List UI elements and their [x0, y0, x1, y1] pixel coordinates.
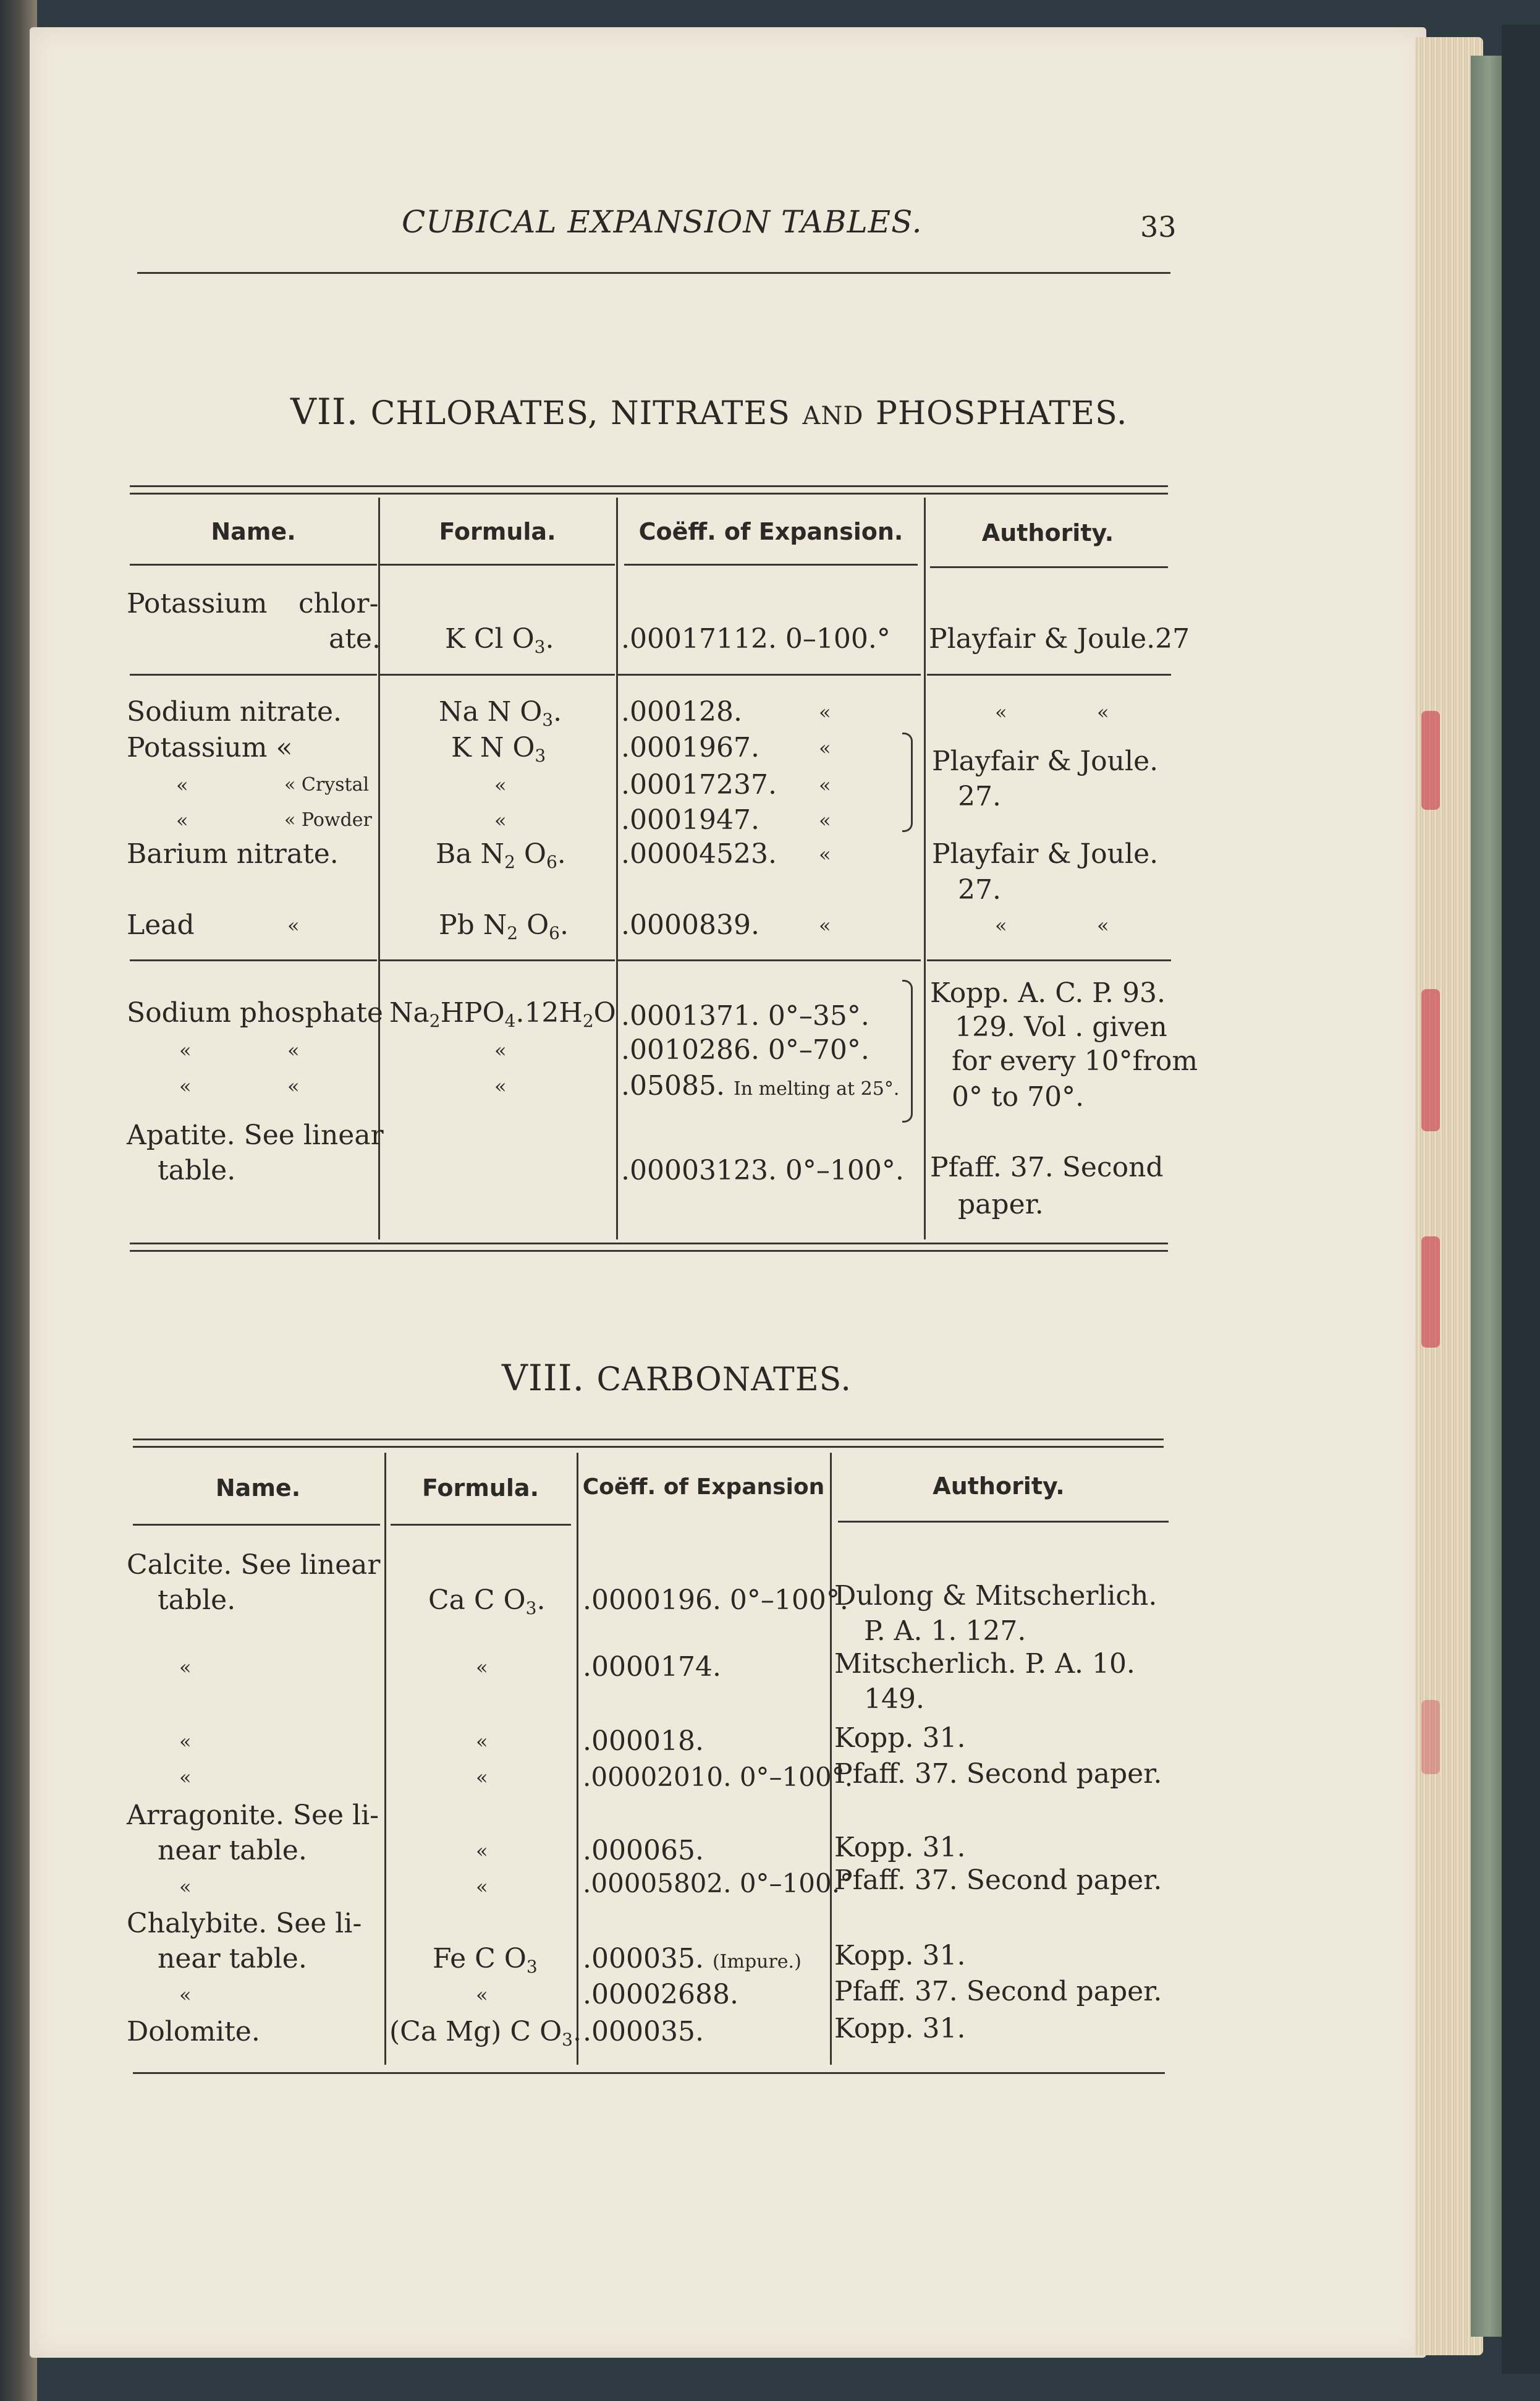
header-underline	[130, 564, 377, 566]
formula-cell: Ca C $O_3$.	[428, 1584, 546, 1618]
coeff-cell: .0000196. 0°–100°.	[583, 1584, 848, 1616]
ditto-mark: «	[476, 1875, 488, 1898]
section-word: PHOSPHATES.	[875, 395, 1128, 432]
coeff-cell	[583, 1942, 802, 1979]
coeff-cell: .0001947.	[621, 804, 759, 836]
col-header-authority: Authority.	[981, 519, 1114, 546]
authority-cell: Playfair & Joule.27	[929, 623, 1190, 655]
row-name: Chalybite. See li-	[127, 1908, 362, 1939]
table-rule	[130, 485, 1168, 487]
page-number: 33	[1140, 210, 1177, 244]
authority-cell: Playfair & Joule.	[932, 746, 1159, 777]
header-rule	[137, 272, 1170, 274]
table-rule	[133, 1438, 1164, 1440]
col-header-name: Name.	[215, 1474, 301, 1502]
ditto-mark: «	[179, 1039, 192, 1062]
table-rule	[133, 1446, 1164, 1448]
ditto-mark: «	[819, 700, 831, 724]
ditto-mark: «	[476, 1655, 488, 1679]
column-divider	[830, 1453, 832, 2065]
coeff-cell: .00005802. 0°–100.°	[583, 1868, 853, 1898]
authority-cell: Kopp. A. C. P. 93.	[930, 977, 1166, 1009]
coeff-cell: .000035.	[583, 2016, 704, 2047]
authority-cell: Pfaff. 37. Second	[930, 1152, 1164, 1183]
col-header-name: Name.	[211, 518, 296, 545]
coeff-cell: .00017112. 0–100.°	[621, 623, 891, 655]
row-name: Lead	[127, 909, 195, 941]
ditto-mark: «	[179, 1655, 192, 1679]
section-title-vii	[290, 391, 1127, 433]
coeff-note: (Impure.)	[712, 1951, 802, 1973]
row-name: « Powder	[284, 809, 372, 831]
ditto-mark: «	[494, 809, 507, 832]
row-group-rule	[618, 959, 921, 961]
formula-cell: Na N $O_3$.	[439, 696, 562, 730]
ditto-mark: «	[476, 1839, 488, 1863]
authority-cell: Kopp. 31.	[834, 2013, 966, 2044]
coeff-cell: .0000839.	[621, 909, 759, 941]
ditto-mark: «	[476, 1766, 488, 1789]
ditto-mark: «	[287, 1039, 300, 1062]
ditto-mark: «	[819, 914, 831, 937]
coeff-cell: .0001371. 0°–35°.	[621, 1000, 869, 1032]
column-divider	[924, 498, 926, 1239]
red-stain	[1421, 1236, 1440, 1348]
section-numeral: VIII.	[502, 1357, 585, 1399]
section-title-viii	[502, 1357, 852, 1399]
row-group-rule	[380, 959, 615, 961]
coeff-cell: .000018.	[583, 1725, 704, 1757]
ditto-mark: «	[819, 736, 831, 760]
ditto-mark: «	[1097, 914, 1109, 937]
formula-cell: Ba $N_2$ $O_6$.	[436, 838, 566, 872]
row-name: Barium nitrate.	[127, 838, 339, 870]
authority-cell: Dulong & Mitscherlich.	[834, 1580, 1157, 1612]
row-name: « Crystal	[284, 774, 370, 796]
authority-cell: Kopp. 31.	[834, 1722, 966, 1754]
row-name: Sodium nitrate.	[127, 696, 342, 728]
formula-cell: K N $O_3$	[451, 732, 546, 766]
authority-cell: 27.	[958, 874, 1001, 906]
authority-cell: Mitscherlich. P. A. 10.	[834, 1648, 1135, 1680]
ditto-mark: «	[494, 773, 507, 797]
col-header-formula: Formula.	[421, 1474, 539, 1502]
table-rule	[130, 493, 1168, 495]
running-title: CUBICAL EXPANSION TABLES.	[402, 204, 923, 240]
ditto-mark: «	[476, 1730, 488, 1753]
coeff-cell: .00004523.	[621, 838, 777, 870]
authority-cell: 149.	[864, 1683, 924, 1715]
formula-cell: Fe C $O_3$	[433, 1943, 538, 1977]
coeff-cell: .000065.	[583, 1835, 704, 1866]
table-rule	[133, 2072, 1165, 2074]
authority-cell: 129. Vol . given	[955, 1011, 1167, 1043]
row-group-rule	[130, 674, 377, 676]
ditto-mark: «	[494, 1074, 507, 1098]
ditto-mark: «	[1097, 700, 1109, 724]
row-name: Sodium phosphate	[127, 997, 383, 1029]
header-underline	[624, 564, 918, 566]
formula-cell: (Ca Mg) C $O_3$.	[389, 2016, 582, 2050]
grouping-brace	[902, 733, 913, 832]
col-header-formula: Formula.	[439, 518, 556, 545]
ditto-mark: «	[494, 1039, 507, 1062]
ditto-mark: «	[819, 843, 831, 866]
header-underline	[391, 1524, 571, 1526]
row-name: ate.	[329, 623, 381, 655]
coeff-cell: .0010286. 0°–70°.	[621, 1034, 869, 1066]
ditto-mark: «	[179, 1074, 192, 1098]
row-name: Dolomite.	[127, 2016, 260, 2047]
col-header-coeff: Coëff. of Expansion	[582, 1474, 825, 1500]
authority-cell: Pfaff. 37. Second paper.	[834, 1864, 1162, 1896]
column-divider	[384, 1453, 386, 2065]
red-stain	[1421, 989, 1440, 1131]
grouping-brace	[902, 980, 913, 1123]
section-numeral: VII.	[290, 391, 359, 433]
row-group-rule	[380, 674, 615, 676]
row-name: table.	[158, 1584, 236, 1616]
authority-cell: for every 10°from	[952, 1045, 1198, 1077]
ditto-mark: «	[819, 809, 831, 832]
formula-cell: $Na_2HPO_4.12H_2O$	[389, 997, 616, 1031]
ditto-mark: «	[179, 1875, 192, 1898]
coeff-cell: .000128.	[621, 696, 742, 728]
coeff-cell: .00017237.	[621, 769, 777, 801]
row-name: near table.	[158, 1835, 307, 1866]
ditto-mark: «	[819, 773, 831, 797]
row-name: chlor-	[298, 588, 379, 619]
coeff-cell	[621, 1069, 899, 1106]
header-underline	[930, 566, 1168, 568]
coeff-cell: .0001967.	[621, 732, 759, 763]
formula-cell: K Cl $O_3$.	[445, 623, 554, 657]
section-word: AND	[802, 402, 864, 430]
authority-cell: Pfaff. 37. Second paper.	[834, 1976, 1162, 2007]
authority-cell: 27.	[958, 781, 1001, 812]
col-header-authority: Authority.	[933, 1472, 1065, 1500]
ditto-mark: «	[179, 1766, 192, 1789]
authority-cell: Pfaff. 37. Second paper.	[834, 1758, 1162, 1790]
authority-cell: paper.	[958, 1189, 1044, 1220]
row-group-rule	[618, 674, 921, 676]
authority-cell: 0° to 70°.	[952, 1081, 1085, 1113]
row-group-rule	[927, 959, 1171, 961]
red-stain	[1421, 1700, 1440, 1774]
ditto-mark: «	[179, 1730, 192, 1753]
coeff-cell: .0000174.	[583, 1651, 721, 1683]
book-cover	[1502, 25, 1540, 2374]
row-name: Calcite. See linear	[127, 1549, 381, 1581]
authority-cell: Kopp. 31.	[834, 1832, 966, 1863]
coeff-cell: .00002010. 0°–100°.	[583, 1762, 853, 1792]
table-rule	[130, 1250, 1168, 1252]
row-name: near table.	[158, 1943, 307, 1974]
ditto-mark: «	[179, 1983, 192, 2007]
coeff-cell: .00003123. 0°–100°.	[621, 1155, 904, 1186]
col-header-coeff: Coëff. of Expansion.	[638, 518, 903, 545]
column-divider	[616, 498, 618, 1239]
ditto-mark: «	[287, 914, 300, 937]
ditto-mark: «	[176, 773, 188, 797]
row-group-rule	[927, 674, 1171, 676]
coeff-value: .000035.	[583, 1943, 704, 1974]
ditto-mark: «	[995, 700, 1007, 724]
row-name: table.	[158, 1155, 236, 1186]
formula-cell: Pb $N_2$ $O_6$.	[439, 909, 569, 943]
header-underline	[838, 1521, 1169, 1523]
authority-cell: Playfair & Joule.	[932, 838, 1159, 870]
ditto-mark: «	[176, 809, 188, 832]
section-word: CARBONATES.	[596, 1361, 852, 1398]
authority-cell: Kopp. 31.	[834, 1940, 966, 1971]
ditto-mark: «	[995, 914, 1007, 937]
row-name: Potassium	[127, 588, 268, 619]
row-name: Potassium «	[127, 732, 293, 763]
ditto-mark: «	[287, 1074, 300, 1098]
section-word: NITRATES	[611, 395, 790, 432]
row-name: Arragonite. See li-	[127, 1800, 379, 1831]
coeff-cell: .00002688.	[583, 1979, 738, 2010]
section-word: CHLORATES,	[370, 395, 599, 432]
ditto-mark: «	[476, 1983, 488, 2007]
header-underline	[380, 564, 615, 566]
authority-cell: P. A. 1. 127.	[864, 1615, 1026, 1647]
coeff-note: In melting at 25°.	[733, 1078, 900, 1100]
red-stain	[1421, 711, 1440, 810]
row-name: Apatite. See linear	[127, 1120, 384, 1151]
column-divider	[577, 1453, 578, 2065]
table-rule	[130, 1243, 1168, 1244]
coeff-value: .05085.	[621, 1070, 725, 1102]
header-underline	[133, 1524, 380, 1526]
row-group-rule	[130, 959, 377, 961]
